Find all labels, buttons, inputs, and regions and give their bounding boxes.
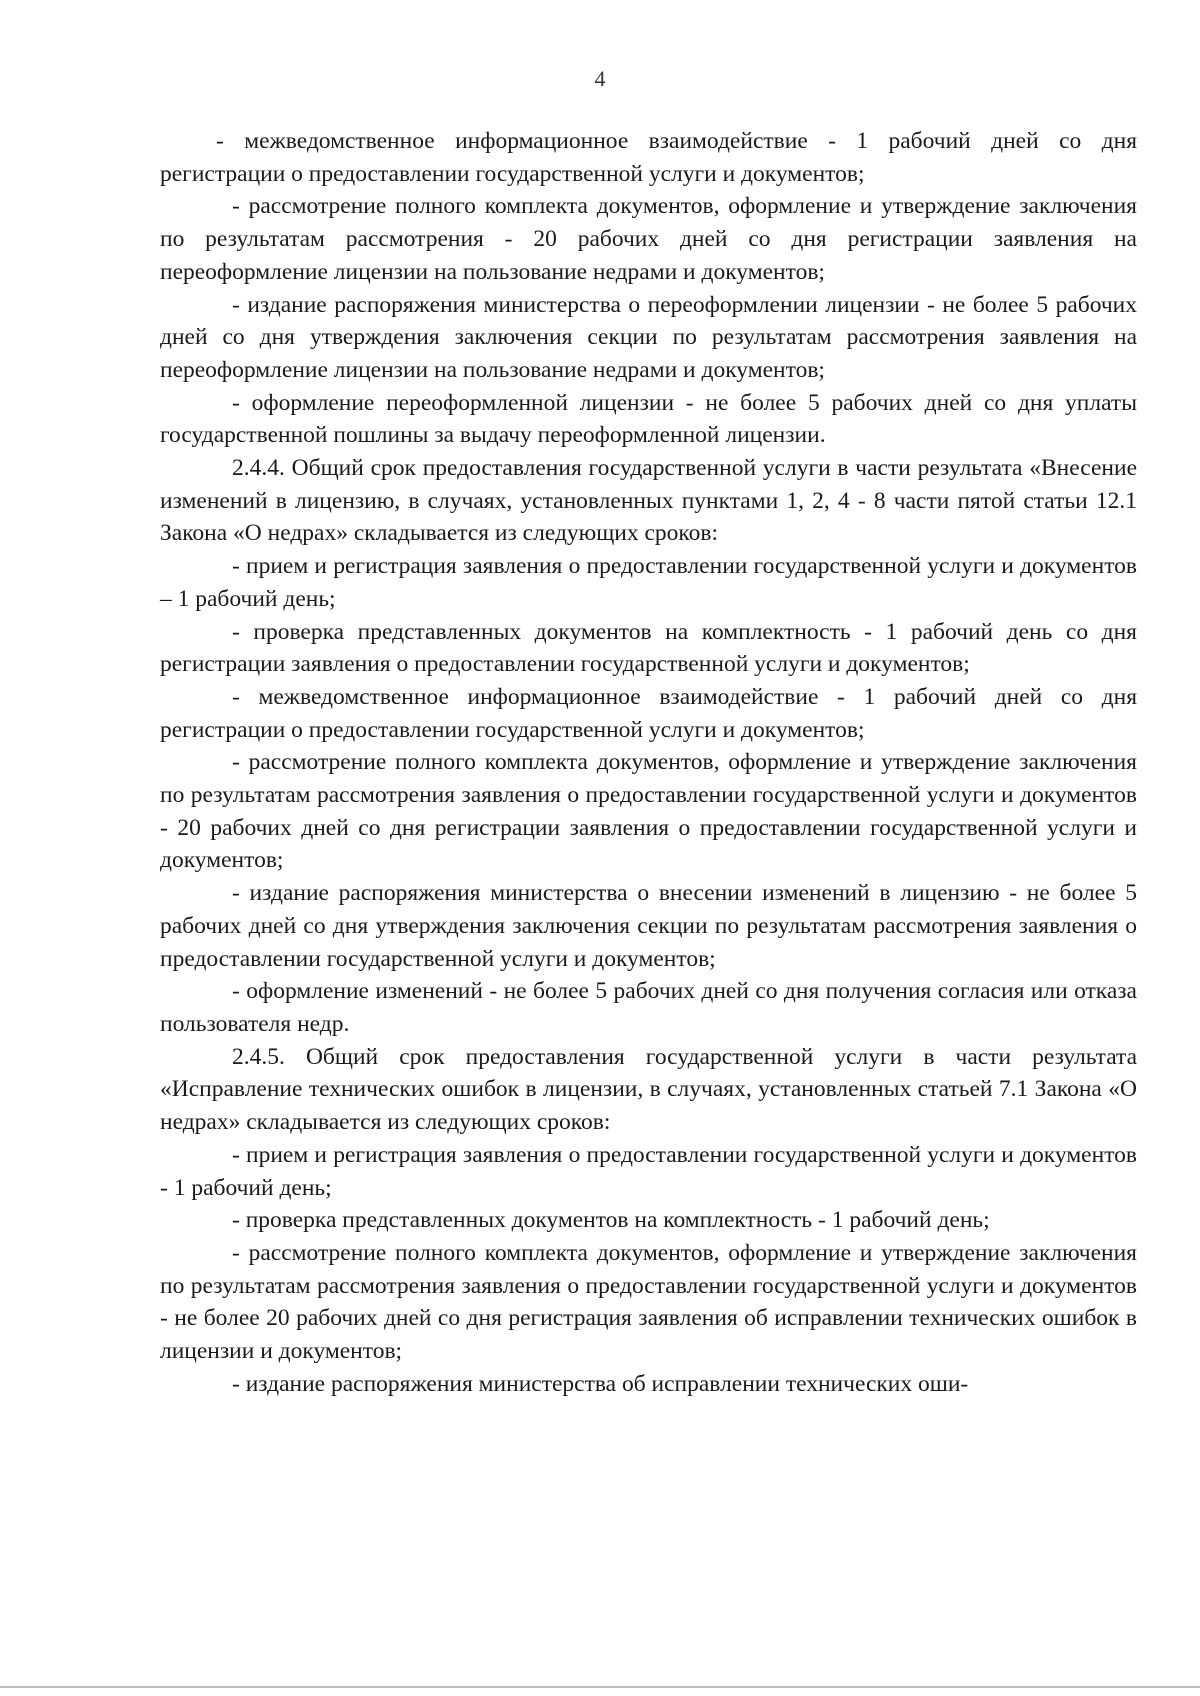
paragraph: - издание распоряжения министерства о внесении изменений в лицензию - не более 5 рабочих дней со дня утверждения заключения секции по результатам рассмотрения заявления о предоставлении государственной услуги и документов; — [160, 880, 1137, 972]
paragraph: - издание распоряжения министерства об исправлении технических оши- — [232, 1370, 969, 1397]
paragraph: - межведомственное информационное взаимодействие - 1 рабочий дней со дня регистрации о предоставлении государственной услуги и документов; — [160, 128, 1137, 187]
page-bottom-edge — [0, 1686, 1200, 1688]
page-number: 4 — [594, 66, 606, 91]
paragraph: - рассмотрение полного комплекта документов, оформление и утверждение заключения по результатам рассмотрения заявления о предоставлении государственной услуги и документов - 20 рабочих дней со дня регистрации заявления о предоставлении государственной услуги и документов; — [160, 749, 1137, 874]
paragraph: - рассмотрение полного комплекта документов, оформление и утверждение заключения по результатам рассмотрения заявления о предоставлении государственной услуги и документов - не более 20 рабочих дней со дня регистрация заявления об исправлении технических ошибок в лицензии и документов; — [160, 1239, 1137, 1365]
paragraph: - рассмотрение полного комплекта документов, оформление и утверждение заключения по результатам рассмотрения - 20 рабочих дней со дня регистрации заявления на переоформление лицензии на пользование недрами и документов; — [160, 193, 1137, 285]
paragraph: - межведомственное информационное взаимодействие - 1 рабочий дней со дня регистрации о предоставлении государственной услуги и документов; — [160, 683, 1137, 743]
paragraph: - прием и регистрация заявления о предоставлении государственной услуги и документов – 1 рабочий день; — [160, 553, 1137, 612]
paragraph: - оформление изменений - не более 5 рабочих дней со дня получения согласия или отказа пользователя недр. — [160, 978, 1137, 1037]
paragraph: - оформление переоформленной лицензии - не более 5 рабочих дней со дня уплаты государственной пошлины за выдачу переоформленной лицензии. — [160, 389, 1137, 449]
document-body — [160, 125, 1137, 1400]
paragraph: - проверка представленных документов на комплектность - 1 рабочий день со дня регистрации заявления о предоставлении государственной услуги и документов; — [160, 618, 1137, 678]
section-paragraph: 2.4.5. Общий срок предоставления государственной услуги в части результата «Исправление технических ошибок в лицензии, в случаях, установленных статьей 7.1 Закона «О недрах» складывается из следующих сроков: — [160, 1043, 1137, 1136]
section-paragraph: 2.4.4. Общий срок предоставления государственной услуги в части результата «Внесение изменений в лицензию, в случаях, установленных пунктами 1, 2, 4 - 8 части пятой статьи 12.1 Закона «О недрах» складывается из следующих сроков: — [160, 455, 1137, 547]
paragraph: - прием и регистрация заявления о предоставлении государственной услуги и документов - 1 рабочий день; — [160, 1141, 1137, 1201]
paragraph: - издание распоряжения министерства о переоформлении лицензии - не более 5 рабочих дней со дня утверждения заключения секции по результатам рассмотрения заявления на переоформление лицензии на пользование недрами и документов; — [160, 291, 1137, 383]
paragraph: - проверка представленных документов на комплектность - 1 рабочий день; — [232, 1207, 990, 1234]
